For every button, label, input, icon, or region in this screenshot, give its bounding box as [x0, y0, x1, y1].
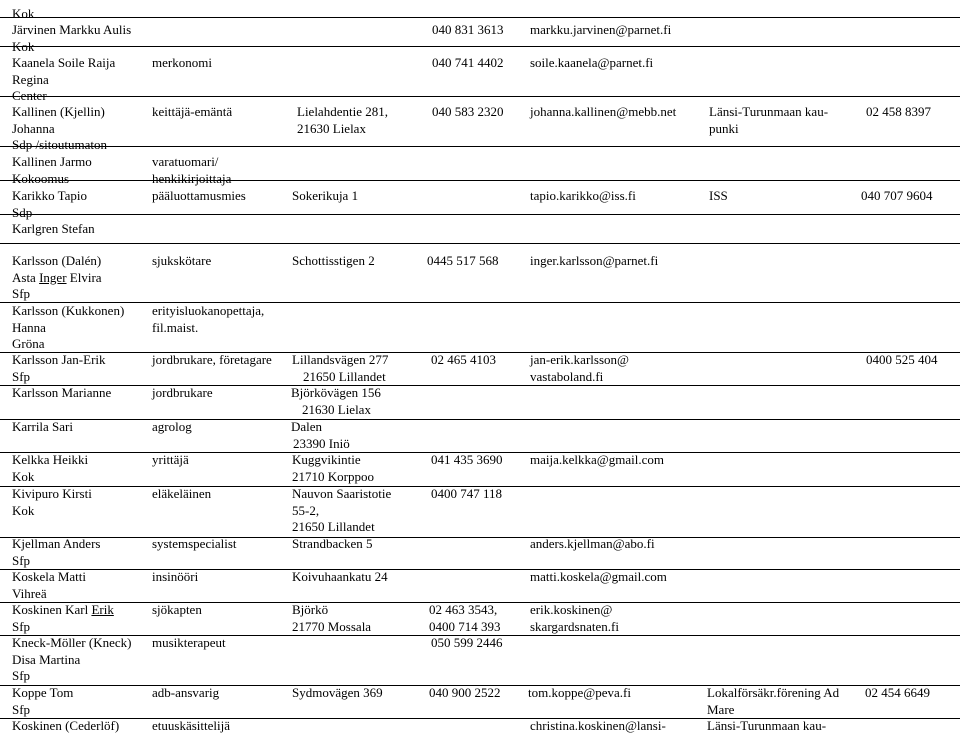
member-name-line-2: Kok [12, 38, 35, 54]
member-email[interactable]: markku.jarvinen@parnet.fi [530, 22, 672, 37]
member-name: Koskinen (Cederlöf) [12, 718, 120, 733]
member-email[interactable]: soile.kaanela@parnet.fi [530, 55, 654, 70]
member-address-line-2: 23390 Iniö [293, 435, 350, 451]
member-address: Sokerikuja 1 [292, 188, 359, 203]
member-name: Karlsson Marianne [12, 385, 112, 400]
row-divider [0, 243, 960, 244]
member-address: Björkö [292, 602, 329, 617]
member-title: adb-ansvarig [152, 685, 220, 700]
member-name-line-2: Kok [12, 468, 35, 484]
member-phone: 040 741 4402 [432, 55, 504, 70]
member-organization: Länsi-Turunmaan kau- [707, 718, 827, 733]
member-address-line-2: 21630 Lielax [297, 120, 366, 136]
member-title: jordbrukare, företagare [152, 352, 272, 367]
member-address-line-2: 21770 Mossala [292, 618, 372, 634]
member-title: yrittäjä [152, 452, 189, 467]
member-name: Karrila Sari [12, 419, 74, 434]
member-name-line-2: Regina [12, 71, 49, 87]
organization-phone: 02 454 6649 [865, 685, 930, 700]
member-title: merkonomi [152, 55, 212, 70]
member-email[interactable]: matti.koskela@gmail.com [530, 569, 667, 584]
member-name-line-2: Johanna [12, 120, 55, 136]
member-name: Kallinen (Kjellin) [12, 104, 105, 119]
member-address: Sydmovägen 369 [292, 685, 383, 700]
member-name: Karlgren Stefan [12, 221, 95, 236]
row-divider [0, 302, 960, 303]
member-name-line-2: Vihreä [12, 585, 47, 601]
member-name: Kallinen Jarmo [12, 154, 92, 169]
row-divider [0, 180, 960, 181]
member-phone: 0445 517 568 [427, 253, 499, 268]
member-title: musikterapeut [152, 635, 226, 650]
member-name: Karlsson (Dalén) [12, 253, 102, 268]
member-address: Koivuhaankatu 24 [292, 569, 388, 584]
member-address: Nauvon Saaristotie [292, 486, 392, 501]
row-divider [0, 537, 960, 538]
row-divider [0, 96, 960, 97]
member-address-line-2: 21710 Korppoo [292, 468, 374, 484]
member-name-line-2: Sfp [12, 701, 31, 717]
member-name-line-2: Sdp [12, 204, 33, 220]
member-email[interactable]: christina.koskinen@lansi- [530, 718, 666, 733]
member-name: Kivipuro Kirsti [12, 486, 92, 501]
member-name: Kok [12, 6, 35, 21]
member-name-line-2: Sfp [12, 618, 31, 634]
row-divider [0, 419, 960, 420]
member-name: Karikko Tapio [12, 188, 88, 203]
member-title-line-2: fil.maist. [152, 319, 199, 335]
member-title: systemspecialist [152, 536, 237, 551]
member-name: Kjellman Anders [12, 536, 101, 551]
member-name: Järvinen Markku Aulis [12, 22, 132, 37]
member-name: Koskinen Karl Erik [12, 602, 114, 617]
member-organization-line-2: punki [709, 120, 739, 136]
member-name: Kneck-Möller (Kneck) [12, 635, 132, 650]
member-name: Koppe Tom [12, 685, 74, 700]
member-title: insinööri [152, 569, 199, 584]
member-organization: Lokalförsäkr.förening Ad [707, 685, 840, 700]
member-title: jordbrukare [152, 385, 213, 400]
member-address-line-2: 55-2, [292, 502, 320, 518]
member-phone: 041 435 3690 [431, 452, 503, 467]
member-phone: 02 465 4103 [431, 352, 496, 367]
member-name-line-2: Sfp [12, 368, 31, 384]
member-name: Karlsson Jan-Erik [12, 352, 106, 367]
member-name: Koskela Matti [12, 569, 87, 584]
member-name-line-3: Sfp [12, 286, 31, 301]
member-title: eläkeläinen [152, 486, 212, 501]
member-title: pääluottamusmies [152, 188, 246, 203]
member-address-line-2: 21630 Lielax [302, 401, 371, 417]
member-title: sjökapten [152, 602, 202, 617]
member-address: Dalen [291, 419, 323, 434]
member-name: Kelkka Heikki [12, 452, 89, 467]
member-name-line-3: Center [12, 88, 47, 103]
row-divider [0, 46, 960, 47]
member-email[interactable]: johanna.kallinen@mebb.net [530, 104, 677, 119]
member-email[interactable]: tom.koppe@peva.fi [528, 685, 631, 700]
member-title: etuuskäsittelijä [152, 718, 230, 733]
member-email[interactable]: maija.kelkka@gmail.com [530, 452, 664, 467]
member-email[interactable]: tapio.karikko@iss.fi [530, 188, 636, 203]
member-organization: Länsi-Turunmaan kau- [709, 104, 829, 119]
member-name-line-2: Asta Inger Elvira [12, 269, 102, 285]
organization-phone: 040 707 9604 [861, 188, 933, 203]
member-name-line-3: Sfp [12, 668, 31, 683]
member-phone: 02 463 3543, [429, 602, 498, 617]
member-address: Strandbacken 5 [292, 536, 373, 551]
member-email[interactable]: inger.karlsson@parnet.fi [530, 253, 659, 268]
member-phone-line-2: 0400 714 393 [429, 618, 501, 634]
member-address: Björkövägen 156 [291, 385, 381, 400]
member-phone: 050 599 2446 [431, 635, 503, 650]
member-title: keittäjä-emäntä [152, 104, 233, 119]
member-phone: 040 900 2522 [429, 685, 501, 700]
member-name-line-3: Sdp /sitoutumaton [12, 137, 107, 152]
member-organization: ISS [709, 188, 728, 203]
organization-phone: 02 458 8397 [866, 104, 931, 119]
member-title: agrolog [152, 419, 192, 434]
member-email-line-2[interactable]: skargardsnaten.fi [530, 618, 619, 634]
member-title: varatuomari/ [152, 154, 219, 169]
member-email[interactable]: jan-erik.karlsson@ [530, 352, 629, 367]
member-organization-line-2: Mare [707, 701, 735, 717]
member-title: erityisluokanopettaja, [152, 303, 265, 318]
member-phone: 040 831 3613 [432, 22, 504, 37]
member-email[interactable]: anders.kjellman@abo.fi [530, 536, 655, 551]
row-divider [0, 214, 960, 215]
member-name: Kaanela Soile Raija [12, 55, 116, 70]
member-name-line-3: Gröna [12, 336, 45, 351]
member-email-line-2[interactable]: vastaboland.fi [530, 368, 604, 384]
member-phone: 040 583 2320 [432, 104, 504, 119]
member-address: Lielahdentie 281, [297, 104, 388, 119]
member-name-line-2: Hanna [12, 319, 46, 335]
row-divider [0, 385, 960, 386]
organization-phone: 0400 525 404 [866, 352, 938, 367]
member-address: Schottisstigen 2 [292, 253, 375, 268]
row-divider [0, 17, 960, 18]
member-name-line-2: Kokoomus [12, 170, 70, 186]
member-address-line-3: 21650 Lillandet [292, 519, 375, 534]
member-name-line-2: Disa Martina [12, 651, 81, 667]
member-name-line-2: Sfp [12, 552, 31, 568]
member-name-line-2: Kok [12, 502, 35, 518]
row-divider [0, 569, 960, 570]
member-email[interactable]: erik.koskinen@ [530, 602, 613, 617]
member-address: Kuggvikintie [292, 452, 361, 467]
member-address: Lillandsvägen 277 [292, 352, 389, 367]
member-title: sjukskötare [152, 253, 212, 268]
member-phone: 0400 747 118 [431, 486, 503, 501]
row-divider [0, 146, 960, 147]
member-name: Karlsson (Kukkonen) [12, 303, 125, 318]
member-title-line-2: henkikirjoittaja [152, 170, 232, 186]
member-address-line-2: 21650 Lillandet [303, 368, 386, 384]
